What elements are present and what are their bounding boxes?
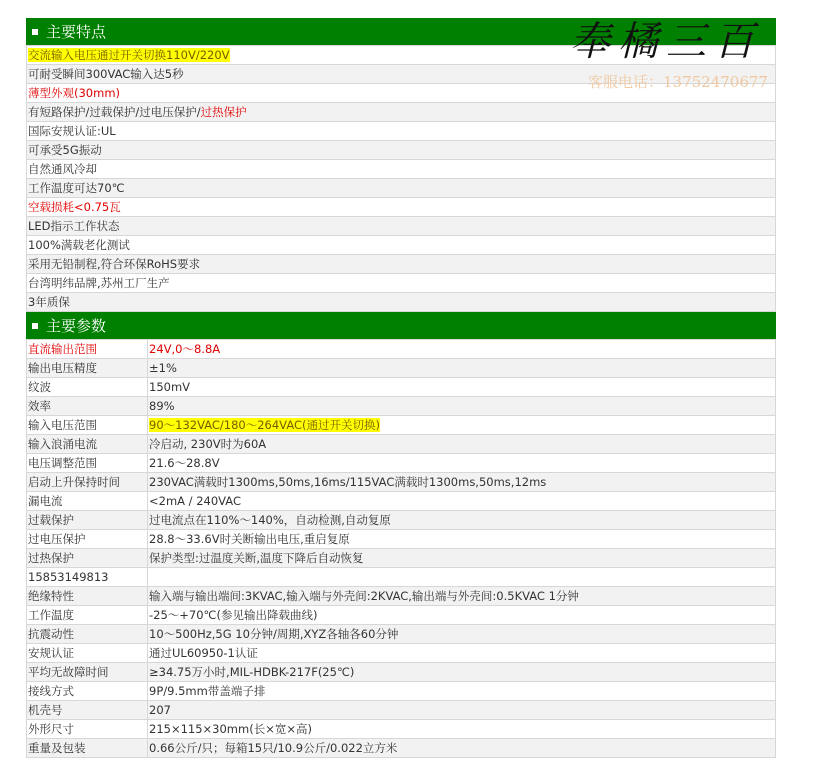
feature-text: 可承受5G振动: [28, 143, 102, 157]
feature-row: [27, 84, 776, 103]
features-header-title: 主要特点: [46, 23, 107, 41]
feature-row: [27, 141, 776, 160]
param-row: [27, 587, 776, 606]
param-key-text: 输出电压精度: [28, 361, 97, 375]
feature-row: [27, 255, 776, 274]
watermark-phone: 客服电话：13752470677: [588, 73, 768, 91]
param-row: [27, 359, 776, 378]
param-value: [148, 701, 776, 720]
param-row: [27, 625, 776, 644]
feature-text: 可耐受瞬间300VAC输入达5秒: [28, 67, 184, 81]
feature-text: 100%满载老化测试: [28, 238, 130, 252]
param-key: [27, 625, 148, 644]
param-key-text: 直流输出范围: [28, 342, 97, 356]
feature-row: [27, 236, 776, 255]
param-row: [27, 435, 776, 454]
param-row: [27, 701, 776, 720]
feature-cell: [27, 236, 776, 255]
param-value: [148, 720, 776, 739]
param-key: [27, 511, 148, 530]
feature-text: 3年质保: [28, 295, 70, 309]
param-key-text: 效率: [28, 399, 51, 413]
param-value: [148, 340, 776, 359]
feature-cell: [27, 160, 776, 179]
param-key: [27, 701, 148, 720]
param-value-text: 215×115×30mm(长×宽×高): [149, 722, 312, 736]
watermark-title: 奉橘三百: [570, 19, 762, 65]
param-key-text: 机壳号: [28, 703, 63, 717]
param-key-text: 输入电压范围: [28, 418, 97, 432]
param-row: [27, 606, 776, 625]
param-value: [148, 663, 776, 682]
param-key: [27, 568, 148, 587]
param-row: [27, 492, 776, 511]
param-key-text: 15853149813: [28, 570, 109, 584]
feature-text: 采用无铅制程,符合环保RoHS要求: [28, 257, 201, 271]
param-value-text: 9P/9.5mm带盖端子排: [149, 684, 266, 698]
param-row: [27, 720, 776, 739]
param-row: [27, 739, 776, 758]
param-row: [27, 473, 776, 492]
param-value-text: 90～132VAC/180～264VAC(通过开关切换): [149, 418, 380, 432]
param-value-text: 207: [149, 703, 171, 717]
feature-row: [27, 46, 776, 65]
feature-cell: [27, 293, 776, 312]
param-key: [27, 720, 148, 739]
param-key: [27, 359, 148, 378]
feature-cell: [27, 103, 776, 122]
feature-row: [27, 217, 776, 236]
param-row: [27, 340, 776, 359]
feature-text: 国际安规认证:UL: [28, 124, 116, 138]
param-key-text: 启动上升保持时间: [28, 475, 120, 489]
param-key: [27, 644, 148, 663]
feature-row: [27, 103, 776, 122]
square-bullet-icon: [32, 29, 38, 35]
param-value-text: 通过UL60950-1认证: [149, 646, 258, 660]
param-value-text: 冷启动, 230V时为60A: [149, 437, 267, 451]
param-key: [27, 682, 148, 701]
param-key-text: 平均无故障时间: [28, 665, 109, 679]
param-row: [27, 416, 776, 435]
feature-text: 交流输入电压通过开关切换110V/220V: [28, 48, 230, 62]
param-row: [27, 397, 776, 416]
param-key-text: 外形尺寸: [28, 722, 74, 736]
param-value: [148, 378, 776, 397]
param-key-text: 绝缘特性: [28, 589, 74, 603]
param-key-text: 过载保护: [28, 513, 74, 527]
param-value: [148, 435, 776, 454]
feature-cell: [27, 84, 776, 103]
param-key-text: 纹波: [28, 380, 51, 394]
param-key: [27, 530, 148, 549]
param-row: [27, 568, 776, 587]
square-bullet-icon: [32, 323, 38, 329]
feature-cell: [27, 274, 776, 293]
param-value: [148, 473, 776, 492]
param-value: [148, 530, 776, 549]
params-table: [26, 339, 776, 758]
feature-cell: [27, 65, 776, 84]
param-key-text: 过电压保护: [28, 532, 86, 546]
param-row: [27, 511, 776, 530]
param-key: [27, 473, 148, 492]
param-row: [27, 644, 776, 663]
param-value-text: ±1%: [149, 361, 177, 375]
param-key: [27, 454, 148, 473]
features-table: [26, 45, 776, 312]
features-header: [26, 18, 776, 45]
param-value-text: 过电流点在110%～140%，自动检测,自动复原: [149, 513, 391, 527]
param-row: [27, 682, 776, 701]
param-row: [27, 530, 776, 549]
param-key-text: 安规认证: [28, 646, 74, 660]
param-value: [148, 492, 776, 511]
param-value-text: 21.6～28.8V: [149, 456, 220, 470]
param-key: [27, 739, 148, 758]
feature-row: [27, 293, 776, 312]
param-value: [148, 397, 776, 416]
feature-cell: [27, 255, 776, 274]
feature-text: 过热保护: [200, 105, 247, 119]
feature-row: [27, 198, 776, 217]
feature-cell: [27, 198, 776, 217]
feature-cell: [27, 179, 776, 198]
param-value-text: 150mV: [149, 380, 191, 394]
param-value-text: 89%: [149, 399, 175, 413]
param-key: [27, 435, 148, 454]
param-key: [27, 606, 148, 625]
param-value-text: 230VAC满载时1300ms,50ms,16ms/115VAC满载时1300ms,50ms,12ms: [149, 475, 547, 489]
spec-sheet: [26, 18, 776, 758]
feature-text: 工作温度可达70℃: [28, 181, 125, 195]
param-value-text: 24V,0～8.8A: [149, 342, 221, 356]
feature-row: [27, 65, 776, 84]
feature-cell: [27, 122, 776, 141]
param-row: [27, 378, 776, 397]
param-value: [148, 587, 776, 606]
feature-row: [27, 160, 776, 179]
param-key-text: 电压调整范围: [28, 456, 97, 470]
param-value: [148, 625, 776, 644]
param-value: [148, 568, 776, 587]
param-value-text: ≥34.75万小时,MIL-HDBK-217F(25℃): [149, 665, 355, 679]
param-value-text: -25～+70℃(参见输出降载曲线): [149, 608, 318, 622]
param-row: [27, 549, 776, 568]
feature-text: 自然通风冷却: [28, 162, 97, 176]
param-row: [27, 663, 776, 682]
param-key: [27, 340, 148, 359]
params-header-title: 主要参数: [46, 317, 107, 335]
param-key-text: 抗震动性: [28, 627, 74, 641]
feature-row: [27, 274, 776, 293]
param-key-text: 接线方式: [28, 684, 74, 698]
feature-cell: [27, 141, 776, 160]
param-value: [148, 549, 776, 568]
param-key-text: 工作温度: [28, 608, 74, 622]
param-value: [148, 606, 776, 625]
param-value: [148, 644, 776, 663]
feature-row: [27, 122, 776, 141]
param-value-text: 0.66公斤/只；每箱15只/10.9公斤/0.022立方米: [149, 741, 398, 755]
feature-row: [27, 179, 776, 198]
feature-text: 薄型外观(30mm): [28, 86, 121, 100]
feature-text: 空载损耗<0.75瓦: [28, 200, 121, 214]
feature-cell: [27, 217, 776, 236]
param-key: [27, 492, 148, 511]
param-value: [148, 739, 776, 758]
param-key-text: 漏电流: [28, 494, 63, 508]
param-key-text: 过热保护: [28, 551, 74, 565]
param-value-text: 输入端与输出端间:3KVAC,输入端与外壳间:2KVAC,输出端与外壳间:0.5KVAC 1分钟: [149, 589, 579, 603]
param-key: [27, 397, 148, 416]
param-value-text: 10～500Hz,5G 10分钟/周期,XYZ各轴各60分钟: [149, 627, 399, 641]
param-value-text: <2mA / 240VAC: [149, 494, 241, 508]
param-value: [148, 682, 776, 701]
param-key-text: 重量及包装: [28, 741, 86, 755]
feature-cell: [27, 46, 776, 65]
param-key: [27, 587, 148, 606]
param-key-text: 输入浪涌电流: [28, 437, 97, 451]
param-value-text: 28.8～33.6V时关断输出电压,重启复原: [149, 532, 350, 546]
param-value-text: 保护类型:过温度关断,温度下降后自动恢复: [149, 551, 364, 565]
param-value: [148, 416, 776, 435]
param-key: [27, 378, 148, 397]
feature-text: 台湾明纬品牌,苏州工厂生产: [28, 276, 170, 290]
param-value: [148, 359, 776, 378]
param-row: [27, 454, 776, 473]
param-value: [148, 454, 776, 473]
param-value: [148, 511, 776, 530]
feature-text: LED指示工作状态: [28, 219, 120, 233]
param-key: [27, 549, 148, 568]
feature-text: 有短路保护/过载保护/过电压保护/: [28, 105, 201, 119]
params-header: [26, 312, 776, 339]
param-key: [27, 416, 148, 435]
param-key: [27, 663, 148, 682]
